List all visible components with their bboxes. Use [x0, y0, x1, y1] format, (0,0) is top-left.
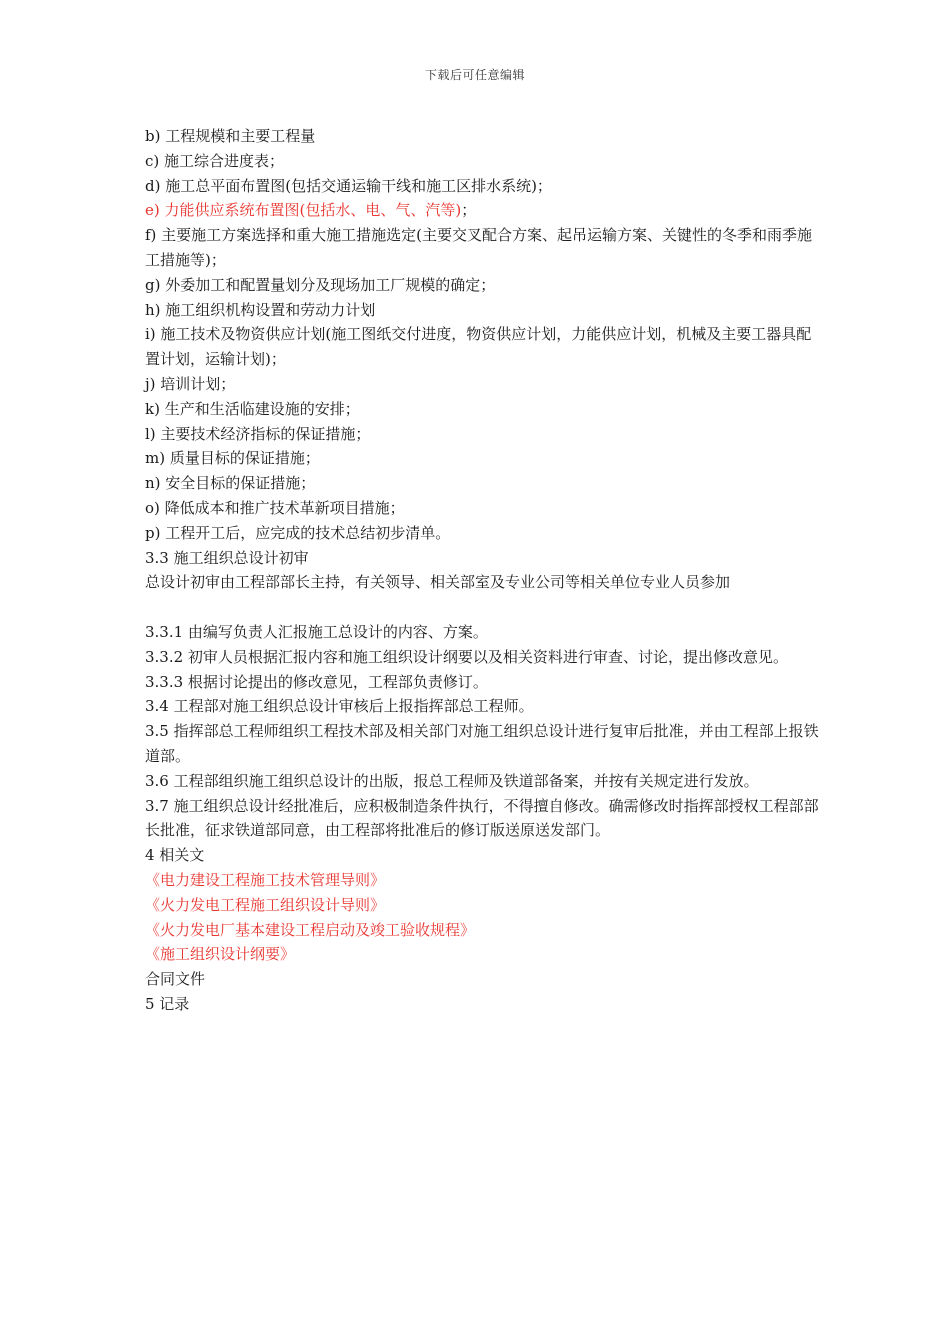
section-3-3-intro: 总设计初审由工程部部长主持，有关领导、相关部室及专业公司等相关单位专业人员参加: [145, 573, 731, 592]
reference-contract-documents: 合同文件: [145, 970, 206, 989]
list-item-m: m) 质量目标的保证措施；: [145, 449, 320, 468]
section-5-heading: 5 记录: [145, 994, 190, 1013]
step-3-3-2: 3.3.2 初审人员根据汇报内容和施工组织设计纲要以及相关资料进行审查、讨论，提出修改意见。: [145, 647, 788, 666]
list-item-e-highlight: e) 力能供应系统布置图(包括水、电、气、汽等): [145, 201, 462, 220]
reference-item: 《施工组织设计纲要》: [145, 945, 296, 964]
list-item-p: p) 工程开工后，应完成的技术总结初步清单。: [145, 523, 451, 542]
step-3-3-3: 3.3.3 根据讨论提出的修改意见，工程部负责修订。: [145, 672, 488, 691]
list-item-c: c) 施工综合进度表；: [145, 151, 285, 170]
reference-item: 《火力发电厂基本建设工程启动及竣工验收规程》: [145, 920, 476, 939]
clause-3-6: 3.6 工程部组织施工组织总设计的出版，报总工程师及铁道部备案，并按有关规定进行发放。: [145, 771, 759, 790]
clause-3-5: 3.5 指挥部总工程师组织工程技术部及相关部门对施工组织总设计进行复审后批准，并由工程部上报铁道部。: [145, 722, 819, 765]
reference-item: 《电力建设工程施工技术管理导则》: [145, 870, 386, 889]
list-item-d: d) 施工总平面布置图(包括交通运输干线和施工区排水系统)；: [145, 176, 552, 195]
list-item-n: n) 安全目标的保证措施；: [145, 474, 316, 493]
step-3-3-1: 3.3.1 由编写负责人汇报施工总设计的内容、方案。: [145, 622, 488, 641]
section-4-heading: 4 相关文: [145, 846, 205, 865]
document-body: [145, 124, 825, 1017]
list-item-i: i) 施工技术及物资供应计划(施工图纸交付进度，物资供应计划，力能供应计划，机械及主要工器具配置计划，运输计划)；: [145, 325, 812, 369]
page-header-note: 下载后可任意编辑: [424, 68, 525, 82]
list-item-k: k) 生产和生活临建设施的安排；: [145, 399, 360, 418]
list-item-f: f) 主要施工方案选择和重大施工措施选定(主要交叉配合方案、起吊运输方案、关键性的冬季和雨季施工措施等)；: [145, 226, 813, 269]
clause-3-7: 3.7 施工组织总设计经批准后，应积极制造条件执行，不得擅自修改。确需修改时指挥部授权工程部部长批准，征求铁道部同意，由工程部将批准后的修订版送原送发部门。: [145, 796, 819, 840]
list-item-b: b) 工程规模和主要工程量: [145, 127, 316, 145]
list-item-e: [145, 198, 825, 223]
list-item-o: o) 降低成本和推广技术革新项目措施；: [145, 498, 405, 517]
list-item-j: j) 培训计划；: [145, 374, 236, 393]
section-3-3-heading: 3.3 施工组织总设计初审: [145, 548, 309, 567]
list-item-l: l) 主要技术经济指标的保证措施；: [145, 424, 371, 443]
list-item-h: h) 施工组织机构设置和劳动力计划: [145, 300, 376, 319]
list-item-e-tail: ；: [461, 201, 477, 220]
list-item-g: g) 外委加工和配置量划分及现场加工厂规模的确定；: [145, 275, 496, 294]
clause-3-4: 3.4 工程部对施工组织总设计审核后上报指挥部总工程师。: [145, 697, 534, 716]
blank-line: [145, 595, 825, 620]
reference-item: 《火力发电工程施工组织设计导则》: [145, 895, 386, 914]
